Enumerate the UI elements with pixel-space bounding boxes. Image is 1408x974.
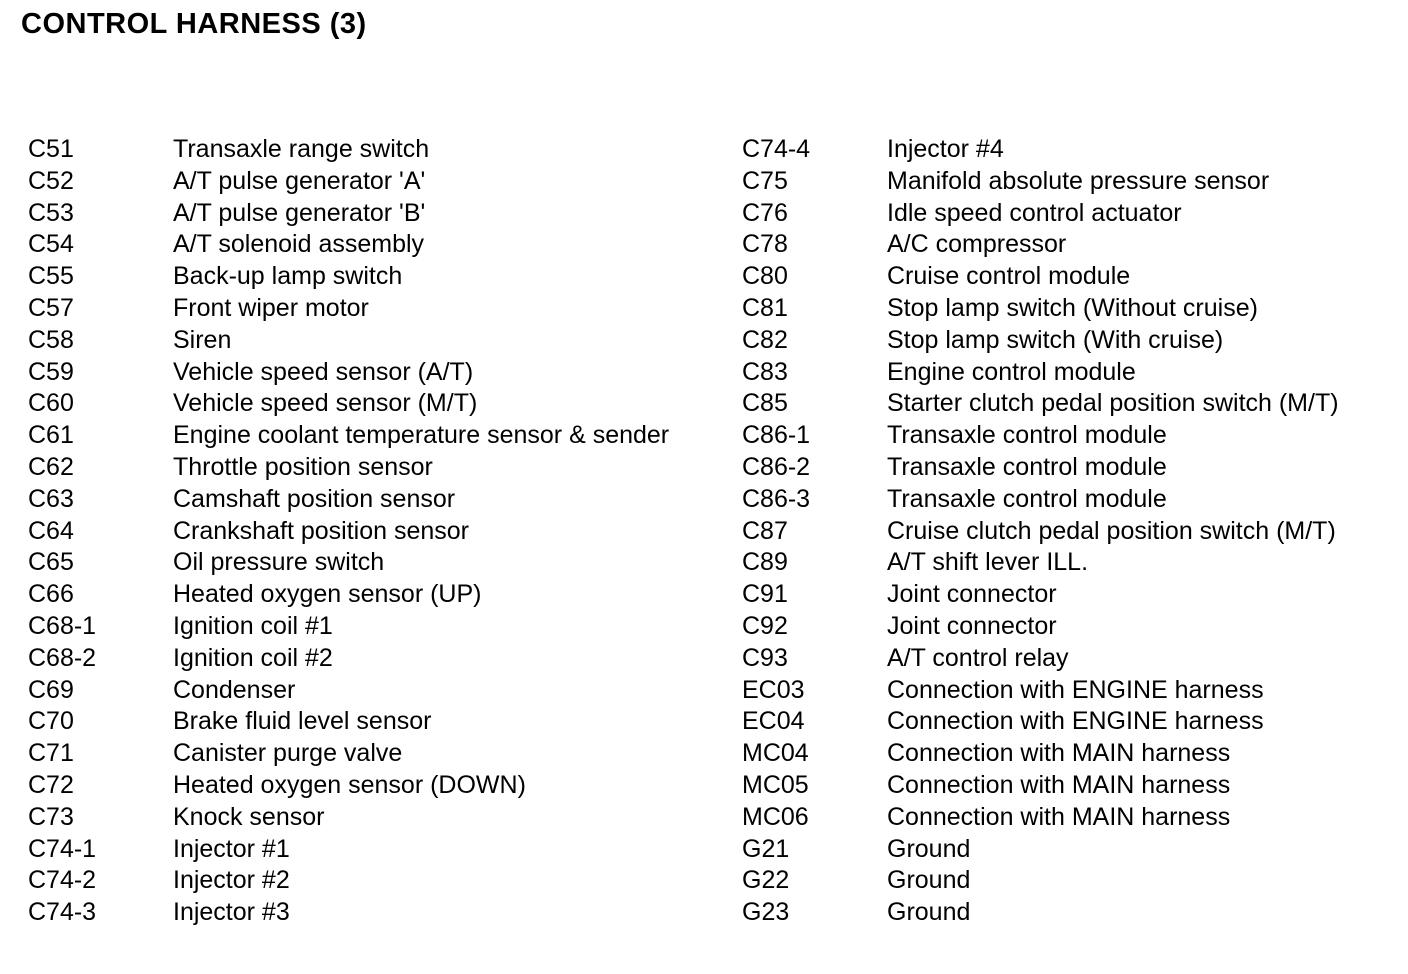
connector-description: Canister purge valve (173, 739, 403, 768)
connector-code: C73 (28, 802, 74, 831)
connector-description: Injector #2 (173, 866, 290, 895)
connector-description: Back-up lamp switch (173, 262, 403, 291)
connector-row (28, 420, 728, 452)
connector-description: Front wiper motor (173, 293, 369, 322)
connector-description: Condenser (173, 675, 296, 704)
connector-code: C58 (28, 325, 74, 354)
connector-row (742, 770, 1392, 802)
connector-description: Cruise clutch pedal position switch (M/T) (887, 516, 1336, 545)
connector-code: C52 (28, 166, 74, 195)
connector-code: C72 (28, 770, 74, 799)
connector-description: Brake fluid level sensor (173, 707, 432, 736)
connector-row (742, 706, 1392, 738)
connector-code: G22 (742, 866, 790, 895)
connector-row (742, 675, 1392, 707)
connector-description: Joint connector (887, 580, 1057, 609)
connector-row (28, 675, 728, 707)
connector-row (742, 388, 1392, 420)
connector-code: C85 (742, 389, 788, 418)
connector-code: C69 (28, 675, 74, 704)
connector-description: Siren (173, 325, 232, 354)
connector-description: Heated oxygen sensor (UP) (173, 580, 482, 609)
connector-code: G21 (742, 834, 790, 863)
connector-code: C86-3 (742, 484, 811, 513)
connector-description: Idle speed control actuator (887, 198, 1182, 227)
connector-code: C59 (28, 357, 74, 386)
connector-description: Cruise control module (887, 262, 1131, 291)
connector-code: C62 (28, 452, 74, 481)
connector-row (28, 516, 728, 548)
connector-description: Vehicle speed sensor (A/T) (173, 357, 474, 386)
connector-description: Ground (887, 834, 971, 863)
connector-description: A/T solenoid assembly (173, 230, 425, 259)
connector-row (742, 325, 1392, 357)
connector-code: C83 (742, 357, 788, 386)
connector-code: C68-2 (28, 643, 97, 672)
connector-description: Stop lamp switch (Without cruise) (887, 293, 1258, 322)
connector-code: C71 (28, 739, 74, 768)
connector-row (28, 134, 728, 166)
connector-code: C74-3 (28, 898, 97, 927)
connector-code: C57 (28, 293, 74, 322)
connector-description: Throttle position sensor (173, 452, 433, 481)
connector-row (28, 261, 728, 293)
connector-row (742, 738, 1392, 770)
connector-code: C65 (28, 548, 74, 577)
connector-description: A/C compressor (887, 230, 1067, 259)
connector-description: Joint connector (887, 611, 1057, 640)
connector-code: C55 (28, 262, 74, 291)
connector-code: C68-1 (28, 611, 97, 640)
connector-row (742, 452, 1392, 484)
connector-description: Engine control module (887, 357, 1136, 386)
connector-row (28, 198, 728, 230)
connector-code: C54 (28, 230, 74, 259)
connector-row (742, 229, 1392, 261)
connector-description: A/T pulse generator 'A' (173, 166, 426, 195)
connector-row (28, 834, 728, 866)
connector-row (742, 261, 1392, 293)
connector-description: Crankshaft position sensor (173, 516, 469, 545)
connector-row (742, 897, 1392, 929)
connector-row (742, 357, 1392, 389)
connector-row (28, 388, 728, 420)
connector-description: Heated oxygen sensor (DOWN) (173, 770, 526, 799)
connector-description: Connection with ENGINE harness (887, 675, 1264, 704)
connector-description: Connection with MAIN harness (887, 770, 1231, 799)
connector-code: C87 (742, 516, 788, 545)
connector-description: Ignition coil #1 (173, 611, 333, 640)
connector-code: C75 (742, 166, 788, 195)
connector-code: C91 (742, 580, 788, 609)
connector-description: Vehicle speed sensor (M/T) (173, 389, 478, 418)
connector-description: Transaxle control module (887, 452, 1167, 481)
connector-description: Knock sensor (173, 802, 325, 831)
connector-code: C86-1 (742, 421, 811, 450)
connector-description: Ground (887, 866, 971, 895)
connector-code: EC04 (742, 707, 805, 736)
connector-description: A/T control relay (887, 643, 1069, 672)
connector-row (742, 420, 1392, 452)
connector-row (28, 293, 728, 325)
connector-code: C66 (28, 580, 74, 609)
connector-row (28, 770, 728, 802)
connector-description: Engine coolant temperature sensor & sender (173, 421, 670, 450)
connector-code: C81 (742, 293, 788, 322)
connector-row (742, 834, 1392, 866)
connector-description: Oil pressure switch (173, 548, 385, 577)
connector-description: Injector #1 (173, 834, 290, 863)
connector-code: C74-2 (28, 866, 97, 895)
connector-code: MC04 (742, 739, 809, 768)
connector-list-left (28, 134, 728, 929)
connector-code: C64 (28, 516, 74, 545)
connector-description: Transaxle control module (887, 421, 1167, 450)
connector-list-right (742, 134, 1392, 929)
connector-description: Transaxle control module (887, 484, 1167, 513)
connector-code: EC03 (742, 675, 805, 704)
connector-row (742, 134, 1392, 166)
connector-description: Ignition coil #2 (173, 643, 333, 672)
connector-code: C76 (742, 198, 788, 227)
connector-code: C92 (742, 611, 788, 640)
connector-row (28, 229, 728, 261)
connector-row (28, 357, 728, 389)
connector-code: C78 (742, 230, 788, 259)
connector-row (28, 166, 728, 198)
connector-row (28, 611, 728, 643)
connector-code: MC06 (742, 802, 809, 831)
connector-description: Starter clutch pedal position switch (M/T) (887, 389, 1339, 418)
connector-row (28, 547, 728, 579)
connector-description: Ground (887, 898, 971, 927)
connector-description: Camshaft position sensor (173, 484, 456, 513)
connector-row (28, 484, 728, 516)
connector-row (28, 706, 728, 738)
connector-code: C74-4 (742, 135, 811, 163)
connector-code: C51 (28, 135, 74, 163)
connector-code: C89 (742, 548, 788, 577)
connector-code: C70 (28, 707, 74, 736)
connector-description: Connection with MAIN harness (887, 802, 1231, 831)
connector-code: C63 (28, 484, 74, 513)
connector-row (742, 166, 1392, 198)
connector-row (28, 579, 728, 611)
connector-code: MC05 (742, 770, 809, 799)
connector-code: C60 (28, 389, 74, 418)
connector-row (742, 802, 1392, 834)
connector-code: C74-1 (28, 834, 97, 863)
connector-row (742, 516, 1392, 548)
connector-description: Injector #3 (173, 898, 290, 927)
connector-row (742, 547, 1392, 579)
connector-row (28, 643, 728, 675)
connector-row (742, 293, 1392, 325)
connector-description: Transaxle range switch (173, 135, 430, 163)
connector-code: C61 (28, 421, 74, 450)
connector-description: Connection with MAIN harness (887, 739, 1231, 768)
connector-code: C80 (742, 262, 788, 291)
connector-row (742, 611, 1392, 643)
page-title: CONTROL HARNESS (3) (21, 8, 367, 40)
connector-code: C82 (742, 325, 788, 354)
connector-row (28, 738, 728, 770)
connector-description: Stop lamp switch (With cruise) (887, 325, 1224, 354)
connector-row (28, 865, 728, 897)
connector-row (28, 802, 728, 834)
connector-description: Injector #4 (887, 135, 1004, 163)
connector-row (742, 579, 1392, 611)
connector-code: C86-2 (742, 452, 811, 481)
connector-row (742, 484, 1392, 516)
connector-row (28, 452, 728, 484)
connector-row (742, 643, 1392, 675)
connector-row (742, 198, 1392, 230)
connector-row (28, 897, 728, 929)
connector-description: Connection with ENGINE harness (887, 707, 1264, 736)
connector-description: A/T pulse generator 'B' (173, 198, 426, 227)
connector-description: A/T shift lever ILL. (887, 548, 1089, 577)
connector-description: Manifold absolute pressure sensor (887, 166, 1270, 195)
connector-row (742, 865, 1392, 897)
connector-code: C53 (28, 198, 74, 227)
connector-row (28, 325, 728, 357)
connector-code: C93 (742, 643, 788, 672)
connector-code: G23 (742, 898, 790, 927)
